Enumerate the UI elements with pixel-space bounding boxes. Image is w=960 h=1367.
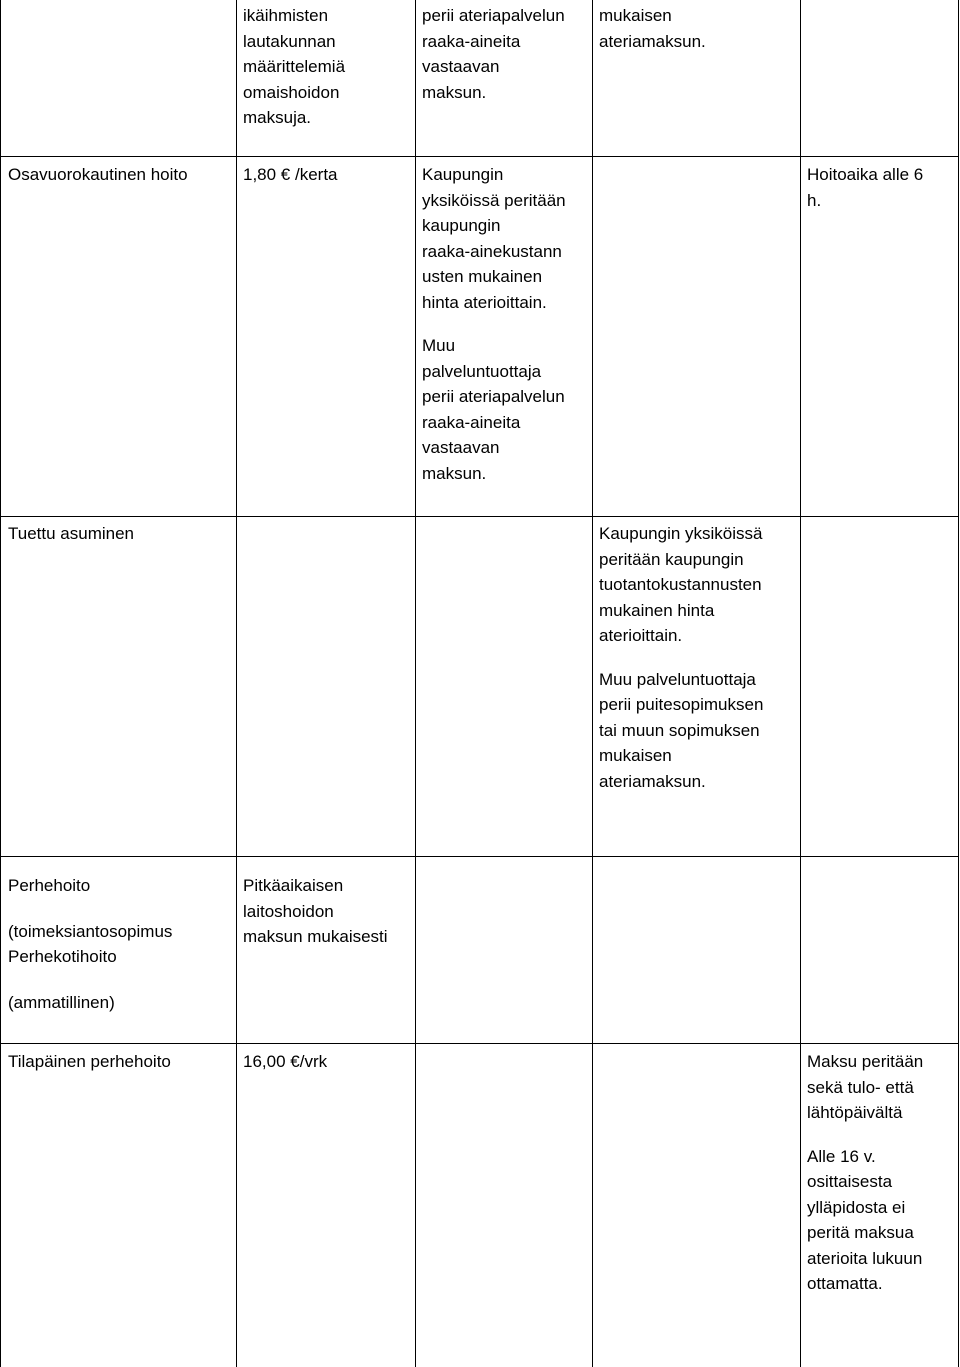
top-row-col3-cell (422, 3, 592, 105)
row-label: (toimeksiantosopimus (8, 921, 173, 941)
row-border-2 (0, 516, 959, 517)
text-line: mukaisen (599, 6, 672, 25)
text-line: lähtöpäivältä (807, 1103, 903, 1122)
perhehoito-label-cell (8, 873, 236, 1015)
text-line: Pitkäaikaisen (243, 876, 344, 895)
text-line: maksun mukaisesti (243, 927, 388, 946)
text-line: Muu palveluntuottaja (599, 669, 756, 689)
row-label: Tuettu asuminen (8, 524, 134, 543)
text-line: vastaavan (422, 57, 500, 76)
text-line: tuotantokustannusten (599, 575, 762, 594)
table-border-col2 (236, 0, 237, 517)
row-border-1 (0, 156, 959, 157)
text-line: laitoshoidon (243, 901, 334, 921)
text-line: kaupungin (422, 216, 501, 235)
text-line: raaka-ainekustann (422, 241, 562, 261)
text-line: Muu (422, 336, 456, 355)
text-line: omaishoidon (243, 82, 340, 102)
price-value: 16,00 €/vrk (243, 1052, 328, 1071)
text-line: ikäihmisten (243, 6, 329, 25)
text-line: peritä maksua (807, 1223, 914, 1242)
table-border-col5 (800, 0, 801, 1367)
text-line: määrittelemiä (243, 57, 346, 76)
text-line: mukaisen (599, 746, 672, 765)
table-border-col3 (415, 0, 416, 1367)
row-label: Tilapäinen perhehoito (8, 1052, 171, 1071)
tilapainen-note-cell (807, 1049, 957, 1297)
text-line: Hoitoaika alle 6 (807, 165, 924, 184)
text-line: h. (807, 190, 822, 210)
text-line: ylläpidosta ei (807, 1197, 906, 1217)
text-line: tai muun sopimuksen (599, 720, 760, 740)
text-line: raaka-aineita (422, 31, 521, 51)
text-line: osittaisesta (807, 1172, 893, 1191)
text-line: maksun. (422, 463, 487, 483)
text-line: sekä tulo- että (807, 1077, 914, 1097)
row-border-4 (0, 1043, 959, 1044)
row-label: Perhehoito (8, 876, 91, 895)
table-border-right (958, 0, 959, 1367)
table-border-left (0, 0, 1, 1367)
text-line: Kaupungin yksiköissä (599, 524, 763, 543)
price-value: 1,80 € /kerta (243, 165, 338, 184)
top-row-col4-cell (599, 3, 799, 54)
text-line: perii ateriapalvelun (422, 387, 565, 406)
text-line: mukainen hinta (599, 600, 715, 620)
text-line: perii ateriapalvelun (422, 6, 565, 25)
top-row-col2-cell (243, 3, 413, 131)
text-line: ottamatta. (807, 1274, 883, 1293)
text-line: Alle 16 v. (807, 1146, 876, 1166)
text-line: peritään kaupungin (599, 549, 744, 569)
text-line: aterioita lukuun (807, 1248, 923, 1268)
text-line: Kaupungin (422, 165, 504, 184)
text-line: yksiköissä peritään (422, 190, 566, 210)
tuettu-col4-cell (599, 521, 799, 794)
text-line: ateriamaksun. (599, 771, 706, 791)
tilapainen-price-cell (243, 1049, 413, 1075)
table-border-col4 (592, 0, 593, 1367)
tilapainen-label-cell (8, 1049, 236, 1075)
text-line: raaka-aineita (422, 412, 521, 432)
row-label: (ammatillinen) (8, 992, 115, 1012)
text-line: lautakunnan (243, 31, 336, 51)
osavuorokautinen-note-cell (807, 162, 957, 213)
text-line: vastaavan (422, 438, 500, 457)
tuettu-label-cell (8, 521, 236, 547)
text-line: perii puitesopimuksen (599, 695, 764, 714)
text-line: maksun. (422, 82, 487, 102)
text-line: ateriamaksun. (599, 31, 706, 51)
text-line: hinta aterioittain. (422, 292, 547, 312)
row-label: Osavuorokautinen hoito (8, 165, 188, 184)
text-line: aterioittain. (599, 626, 683, 645)
text-line: Maksu peritään (807, 1052, 924, 1071)
table-border-col2-lower (236, 517, 237, 1367)
row-label: Perhekotihoito (8, 947, 117, 966)
text-line: palveluntuottaja (422, 361, 542, 381)
osavuorokautinen-col3-cell (422, 162, 592, 486)
row-border-3 (0, 856, 959, 857)
osavuorokautinen-label-cell (8, 162, 236, 188)
perhehoito-col2-cell (243, 873, 413, 950)
text-line: usten mukainen (422, 267, 543, 286)
text-line: maksuja. (243, 108, 312, 127)
osavuorokautinen-price-cell (243, 162, 413, 188)
